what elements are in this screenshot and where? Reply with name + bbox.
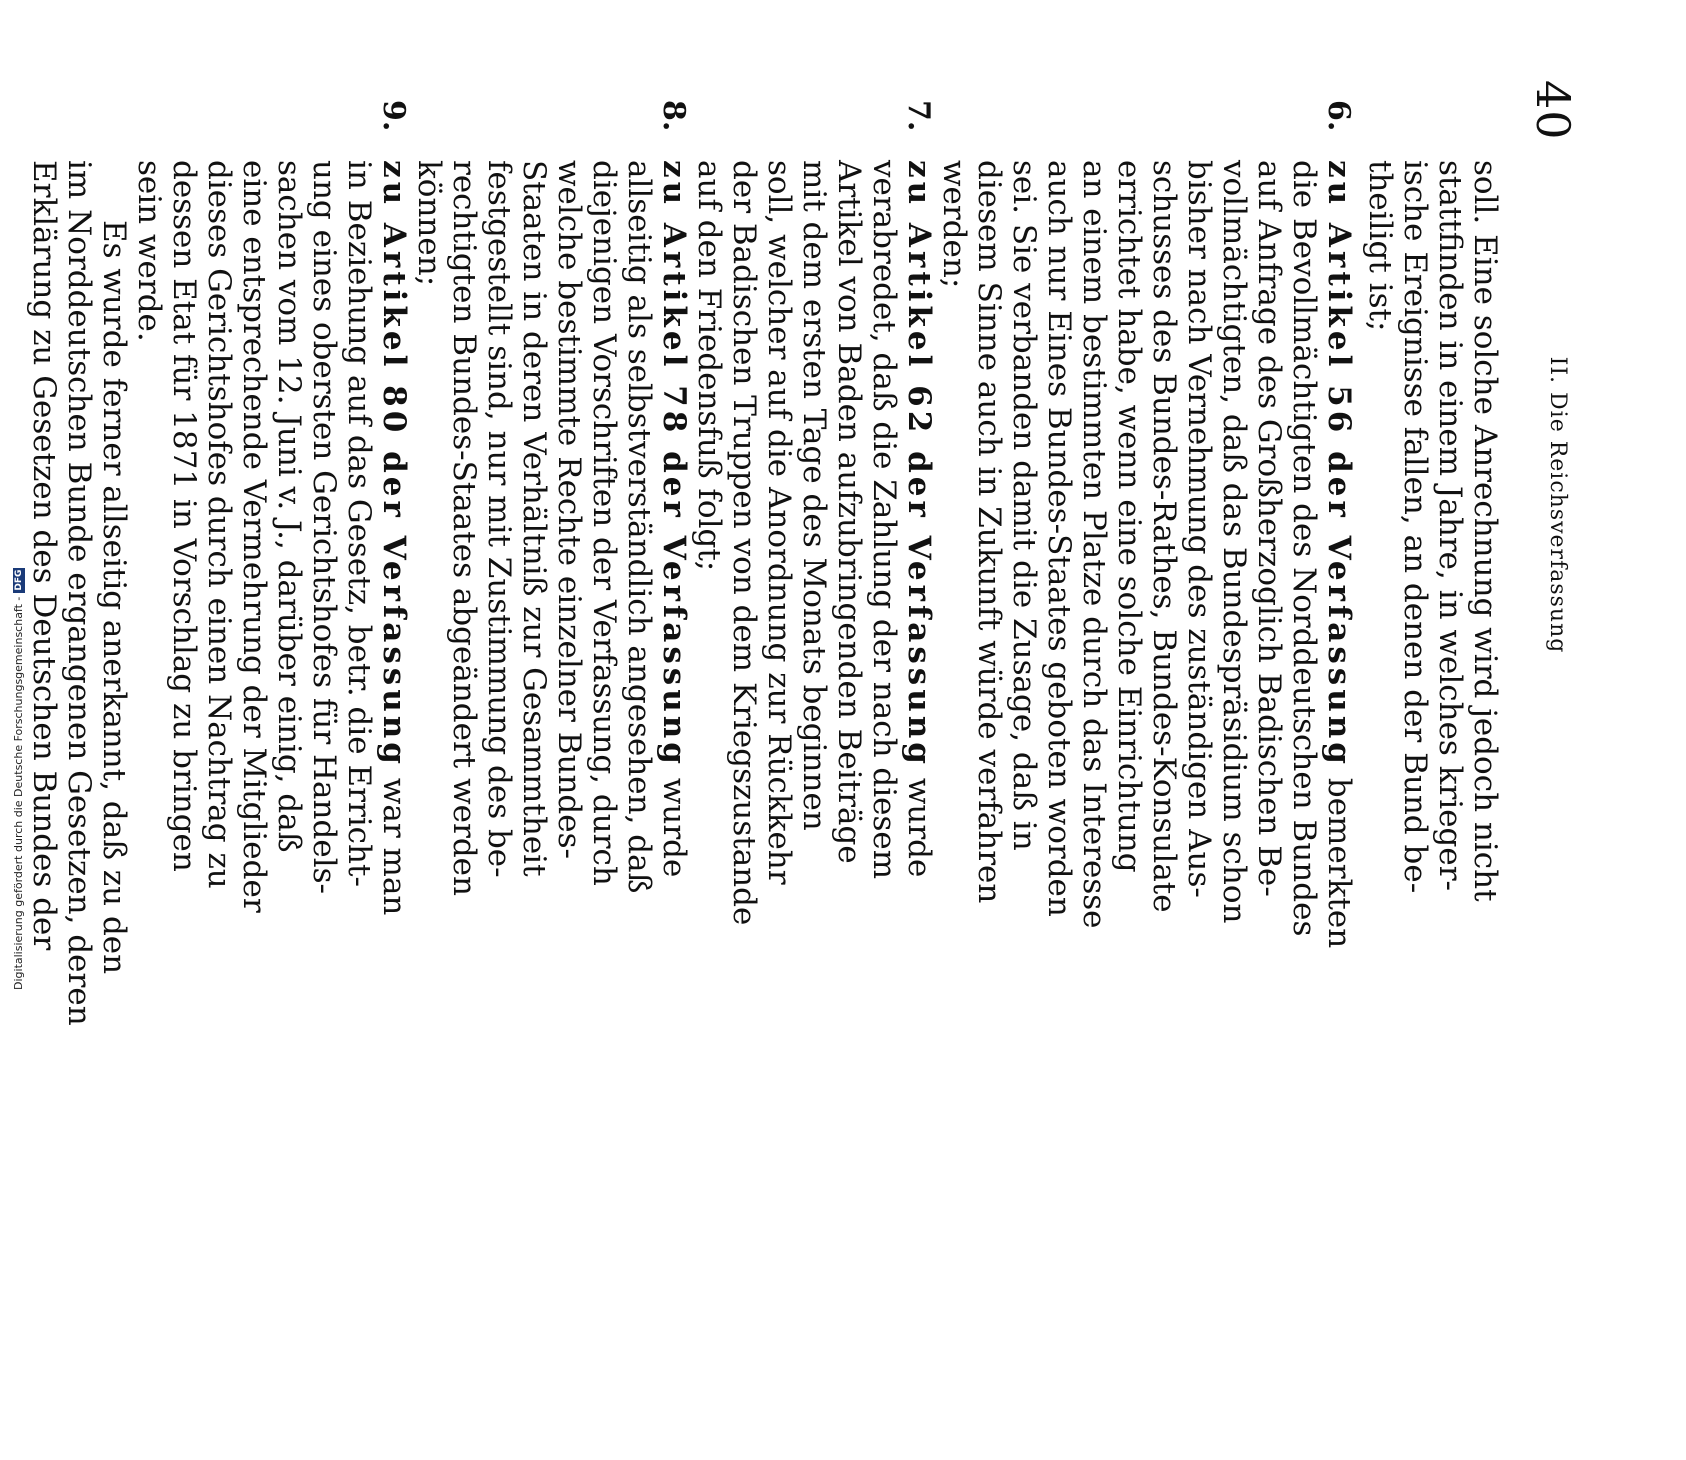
lead-continuation: wurde (656, 768, 692, 878)
document-body (26, 100, 1503, 1460)
text-line: verabredet, daß die Zahlung der nach diesem (866, 160, 902, 880)
list-item-7 (691, 100, 937, 1460)
text-line: welche bestimmte Rechte einzelner Bundes- (551, 160, 587, 859)
text-line: Erklärung zu Gesetzen des Deutschen Bundes der (26, 160, 62, 951)
page-number: 40 (1526, 80, 1580, 141)
text-line: ung eines obersten Gerichtshofes für Handels- (306, 160, 342, 894)
text-line: sachen vom 12. Juni v. J., darüber einig, daß (271, 160, 307, 853)
item-number: 9. (376, 100, 411, 132)
article-reference: zu Artikel 78 der Verfassung (656, 160, 692, 768)
text-line: der Badischen Truppen von dem Kriegszustande (726, 160, 762, 926)
text-line: in Beziehung auf das Gesetz, betr. die Erricht- (341, 160, 377, 887)
item-lead-line (901, 160, 936, 1460)
text-line: können; (411, 160, 447, 287)
lead-continuation: wurde (901, 768, 937, 878)
article-reference: zu Artikel 56 der Verfassung (1321, 160, 1357, 768)
text-line: stattfinden in einem Jahre, in welches krieger- (1432, 160, 1468, 892)
dfg-logo-badge: DFG (14, 569, 24, 591)
text-line: soll. Eine solche Anrechnung wird jedoch nicht (1467, 160, 1503, 902)
text-line: eine entsprechende Vermehrung der Mitglieder (236, 160, 272, 913)
lead-continuation: war man (376, 768, 412, 916)
item-number: 8. (656, 100, 691, 132)
lead-continuation: bemerkten (1321, 768, 1357, 949)
digitization-credit (12, 568, 25, 990)
text-line: diejenigen Vorschriften der Verfassung, durch (586, 160, 622, 886)
continuation-paragraph (1362, 160, 1502, 1460)
text-line: schusses des Bundes-Rathes, Bundes-Konsulate (1146, 160, 1182, 913)
text-line: allseitig als selbstverständlich angesehen, daß (621, 160, 657, 894)
text-line: im Norddeutschen Bunde ergangenen Gesetzen, deren (61, 160, 97, 1026)
text-line: auf den Friedensfuß folgt; (691, 160, 727, 572)
list-item-6 (936, 100, 1357, 1460)
text-line: dieses Gerichtshofes durch einen Nachtrag zu (201, 160, 237, 889)
text-line: auf Anfrage des Großherzoglich Badischen Be- (1251, 160, 1287, 897)
text-line: mit dem ersten Tage des Monats beginnen (796, 160, 832, 831)
text-line: diesem Sinne auch in Zukunft würde verfahren (971, 160, 1007, 904)
item-lead-line (376, 160, 411, 1460)
text-line: vollmächtigten, daß das Bundespräsidium schon (1216, 160, 1252, 924)
text-line: an einem bestimmten Platze durch das Interesse (1076, 160, 1112, 929)
text-line: sein werde. (131, 160, 167, 342)
closing-paragraph (26, 160, 131, 1460)
rotated-document-page (26, 40, 1590, 1026)
list-item-8 (411, 100, 692, 1460)
list-item-9 (131, 100, 412, 1460)
text-line: festgestellt sind, nur mit Zustimmung des be- (481, 160, 517, 878)
text-line: Staaten in deren Verhältniß zur Gesammtheit (516, 160, 552, 877)
article-reference: zu Artikel 80 der Verfassung (376, 160, 412, 768)
item-number: 7. (901, 100, 936, 132)
text-line: ische Ereignisse fallen, an denen der Bund be- (1397, 160, 1433, 894)
text-line: theiligt ist; (1362, 160, 1398, 332)
text-line: sei. Sie verbanden damit die Zusage, daß in (1006, 160, 1042, 851)
text-line: bisher nach Vernehmung des zuständigen Aus- (1181, 160, 1217, 898)
item-number: 6. (1321, 100, 1356, 132)
text-line: Artikel von Baden aufzubringenden Beiträge (831, 160, 867, 864)
running-header: II. Die Reichsverfassung (1545, 356, 1570, 654)
text-line: werden; (936, 160, 972, 289)
text-line: errichtet habe, wenn eine solche Einrichtung (1111, 160, 1147, 873)
item-lead-line (1321, 160, 1356, 1460)
text-line: Es wurde ferner allseitig anerkannt, daß zu den (96, 220, 132, 975)
text-line: die Bevollmächtigten des Norddeutschen Bundes (1286, 160, 1322, 937)
text-line: dessen Etat für 1871 in Vorschlag zu bringen (166, 160, 202, 872)
text-line: auch nur Eines Bundes-Staates geboten worden (1041, 160, 1077, 917)
item-lead-line (656, 160, 691, 1460)
credit-text: Digitalisierung gefördert durch die Deutsche Forschungsgemeinschaft - (12, 596, 25, 990)
text-line: soll, welcher auf die Anordnung zur Rückkehr (761, 160, 797, 885)
article-reference: zu Artikel 62 der Verfassung (901, 160, 937, 768)
text-line: rechtigten Bundes-Staates abgeändert werden (446, 160, 482, 896)
